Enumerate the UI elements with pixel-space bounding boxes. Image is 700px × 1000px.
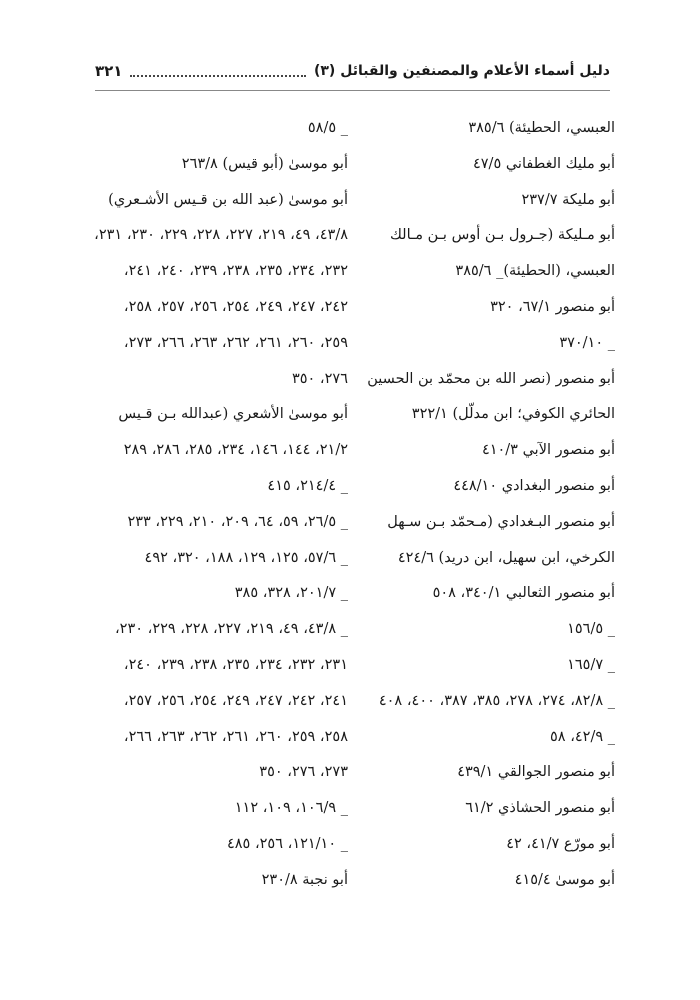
index-entry-line: أبو منصور الآبي ٤١٠/٣ [481, 442, 615, 459]
index-entry-line: أبو موسىٰ الأشعري (عبدالله بـن قـيس [118, 406, 348, 423]
index-entry-line: _ ١٠٦/٩، ١٠٩، ١١٢ [234, 800, 348, 817]
page-number: ٣٢١ [95, 62, 123, 80]
index-entry-line: _ ٥٨/٥ [307, 120, 348, 136]
index-entry-line: أبو موسىٰ (عبد الله بن قـيس الأشـعري) [108, 191, 348, 208]
index-entry-line: أبو منصور الثعالبي ٣٤٠/١، ٥٠٨ [432, 585, 615, 602]
index-entry-line: ٢٣١، ٢٣٢، ٢٣٤، ٢٣٥، ٢٣٨، ٢٣٩، ٢٤٠، [123, 656, 348, 673]
index-entry-line: ٢١/٢، ١٤٤، ١٤٦، ٢٣٤، ٢٨٥، ٢٨٦، ٢٨٩ [123, 442, 348, 459]
index-entry-line: ٢٣٢، ٢٣٤، ٢٣٥، ٢٣٨، ٢٣٩، ٢٤٠، ٢٤١، [123, 263, 348, 280]
index-entry-line: _ ٤٢/٩، ٥٨ [550, 728, 615, 745]
index-entry-line: ٢٧٦، ٣٥٠ [291, 370, 348, 387]
index-entry-line: أبو منصور (نصر الله بن محمّد بن الحسين [367, 370, 615, 387]
index-entry-line: أبو منصور الحشاذي ٦١/٢ [465, 800, 615, 817]
index-entry-line: ٢٤١، ٢٤٢، ٢٤٧، ٢٤٩، ٢٥٤، ٢٥٦، ٢٥٧، [123, 692, 348, 709]
index-entry-line: العبسي، (الحطيئة)_ ٣٨٥/٦ [455, 263, 615, 280]
index-entry-line: أبو مـليكة (جـرول بـن أوس بـن مـالك [389, 227, 615, 244]
index-entry-line: أبو مورّع ٤١/٧، ٤٢ [506, 835, 615, 852]
index-entry-line: أبو منصور البـغدادي (مـحمّد بـن سـهل [387, 513, 615, 530]
header-rule [95, 90, 610, 91]
index-entry-line: _ ٤٣/٨، ٤٩، ٢١٩، ٢٢٧، ٢٢٨، ٢٢٩، ٢٣٠، [114, 621, 348, 638]
index-entry-line: _ ٣٧٠/١٠ [559, 334, 615, 351]
index-entry-line: الحائري الكوفي؛ ابن مدلّل) ٣٢٢/١ [411, 406, 615, 423]
index-entry-line: _ ٢٦/٥، ٥٩، ٦٤، ٢٠٩، ٢١٠، ٢٢٩، ٢٣٣ [127, 513, 348, 530]
index-entry-line: _ ١٥٦/٥ [567, 621, 615, 638]
index-entry-line: أبو مليك الغطفاني ٤٧/٥ [472, 155, 615, 172]
index-entry-line: ٢٤٢، ٢٤٧، ٢٤٩، ٢٥٤، ٢٥٦، ٢٥٧، ٢٥٨، [123, 298, 348, 315]
index-entry-line: ٢٥٩، ٢٦٠، ٢٦١، ٢٦٢، ٢٦٣، ٢٦٦، ٢٧٣، [123, 334, 348, 351]
index-entry-line: أبو مليكة ٢٣٧/٧ [521, 191, 615, 208]
index-entry-line: أبو منصور البغدادي ٤٤٨/١٠ [453, 477, 615, 494]
index-entry-line: ٢٥٨، ٢٥٩، ٢٦٠، ٢٦١، ٢٦٢، ٢٦٣، ٢٦٦، [123, 728, 348, 745]
index-entry-line: _ ٨٢/٨، ٢٧٤، ٢٧٨، ٣٨٥، ٣٨٧، ٤٠٠، ٤٠٨ [378, 692, 615, 709]
index-column-left [86, 111, 348, 899]
index-entry-line: _ ٥٧/٦، ١٢٥، ١٢٩، ١٨٨، ٣٢٠، ٤٩٢ [144, 549, 348, 566]
index-entry-line: ٤٣/٨، ٤٩، ٢١٩، ٢٢٧، ٢٢٨، ٢٢٩، ٢٣٠، ٢٣١، [94, 227, 348, 244]
header-title: دليل أسماء الأعلام والمصنفين والقبائل (٣) [313, 63, 610, 79]
index-entry-line: العبسي، الحطيئة) ٣٨٥/٦ [468, 120, 615, 136]
index-entry-line: أبو منصور ٦٧/١، ٣٢٠ [490, 298, 615, 315]
index-entry-line: _ ٢١٤/٤، ٤١٥ [267, 477, 348, 494]
index-entry-line: أبو موسىٰ ٤١٥/٤ [514, 871, 615, 888]
index-entry-line: _ ١٦٥/٧ [567, 656, 615, 673]
index-entry-line: أبو موسىٰ (أبو قيس) ٢٦٣/٨ [181, 155, 348, 172]
index-entry-line: أبو نجبة ٢٣٠/٨ [261, 871, 348, 888]
index-column-right [353, 111, 615, 899]
running-header [95, 56, 610, 86]
index-entry-line: الكرخي، ابن سهيل، ابن دريد) ٤٢٤/٦ [397, 549, 615, 566]
index-entry-line: ٢٧٣، ٢٧٦، ٣٥٠ [259, 764, 348, 781]
index-entry-line: أبو منصور الجوالقي ٤٣٩/١ [457, 764, 615, 781]
index-entry-line: _ ٢٠١/٧، ٣٢٨، ٣٨٥ [234, 585, 348, 602]
header-dot-leader [130, 65, 306, 77]
index-entry-line: _ ١٢١/١٠، ٢٥٦، ٤٨٥ [226, 835, 348, 852]
